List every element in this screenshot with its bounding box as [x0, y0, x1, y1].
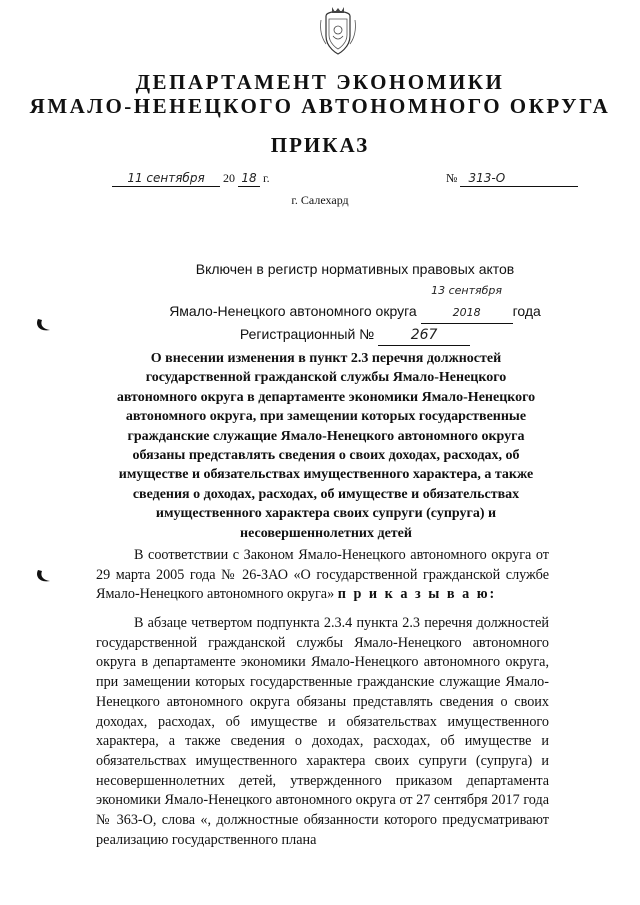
department-name-line2: ЯМАЛО-НЕНЕЦКОГО АВТОНОМНОГО ОКРУГА [29, 94, 611, 118]
order-verb: п р и к а з ы в а ю: [337, 586, 497, 603]
body-paragraph-2: В абзаце четвертом подпункта 2.3.4 пункта 2.3 перечня должностей государственной гражданской службы Ямало-Ненецкого автономного округа в департаменте экономики Ямало-Ненецкого автономного округа, при замещении которых государственные гражданские служащие Ямало-Ненецкого автономного округа обязаны представлять сведения о своих доходах, расходах, об имуществе и обязательствах имущественного характера, а также сведения о доходах, расходах, об имуществе и обязательствах имущественного характера своих супруги (супруга) и несовершеннолетних детей, утвержденного приказом департамента экономики Ямало-Ненецкого автономного округа от 27 сентября 2017 года № 363-О, слова «, должностные обязанности которого предусматривают реализацию государственного плана [96, 615, 549, 848]
order-date [112, 171, 270, 187]
year-prefix: 20 [223, 171, 235, 185]
binder-hole-mark-middle [34, 567, 54, 587]
year-handwritten: 18 [241, 171, 257, 185]
order-title: ПРИКАЗ [270, 133, 370, 157]
registry-number-handwritten: 267 [410, 327, 438, 343]
registry-line1: Включен в регистр нормативных правовых актов [195, 261, 515, 277]
binder-hole-mark-top [34, 316, 54, 336]
date-handwritten: 11 сентября [127, 171, 205, 185]
registry-line3: Регистрационный № 267 [160, 324, 550, 346]
number-label: № [446, 171, 458, 185]
registry-line2: Ямало-Ненецкого автономного округа 13 сентября 2018 года [160, 279, 550, 324]
registry-date-handwritten: 13 сентября 2018 [431, 284, 503, 319]
body-paragraph-1: В соответствии с Законом Ямало-Ненецкого автономного округа от 29 марта 2005 года № 26-ЗАО «О государственной гражданской службе Ямало-Ненецкого автономного округа» п р и к а з ы в а ю: [96, 547, 549, 603]
coat-of-arms-icon [318, 6, 358, 58]
registry-stamp [160, 259, 550, 346]
city: г. Салехард [291, 193, 349, 207]
number-handwritten: 313-О [468, 171, 506, 185]
order-subject-title: О внесении изменения в пункт 2.3 перечня должностей государственной гражданской службы Ямало-Ненецкого автономного округа в департаменте экономики Ямало-Ненецкого автономного округа, при замещении которых государственные гражданские служащие Ямало-Ненецкого автономного округа обязаны представлять сведения о своих доходах, расходах, об имуществе и обязательствах имущественного характера, а также сведения о доходах, расходах, об имуществе и обязательствах имущественного характера своих супруги (супруга) и несовершеннолетних детей [116, 351, 536, 541]
department-name-line1: ДЕПАРТАМЕНТ ЭКОНОМИКИ [135, 70, 505, 94]
order-number [446, 171, 578, 187]
year-suffix: г. [263, 171, 270, 185]
